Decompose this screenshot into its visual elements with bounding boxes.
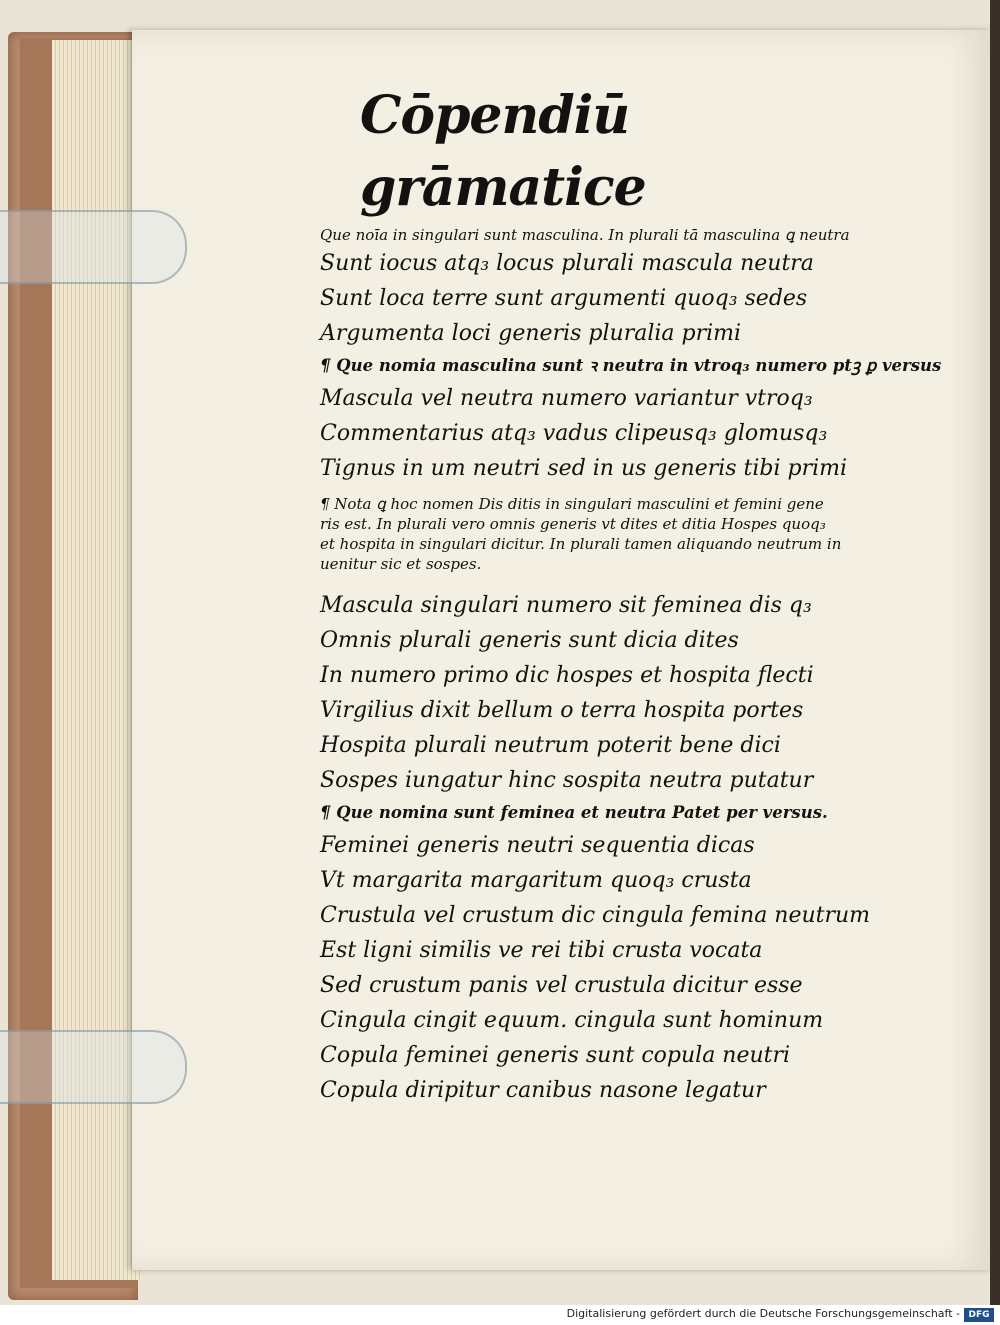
text-line: Mascula singulari numero sit feminea dis q₃ xyxy=(320,593,812,618)
note-line: et hospita in singulari dicitur. In plurali tamen aliquando neutrum in xyxy=(320,535,842,553)
footer xyxy=(0,1305,1000,1325)
dfg-logo: DFG xyxy=(964,1308,994,1322)
text-line: In numero primo dic hospes et hospita flecti xyxy=(320,663,814,688)
text-line: Que noīa in singulari sunt masculina. In plurali tā masculina ꝗ neutra xyxy=(320,226,850,244)
text-line: Crustula vel crustum dic cingula femina neutrum xyxy=(320,903,871,928)
section-heading: ¶ Que nomia masculina sunt ꝛ neutra in vtroq₃ numero ptꝫ ꝑ versus xyxy=(320,356,942,375)
note-line: ris est. In plurali vero omnis generis vt dites et ditia Hospes quoq₃ xyxy=(320,515,826,533)
text-line: Hospita plurali neutrum poterit bene dici xyxy=(320,733,781,758)
page-title: Cōpendiū grāmatice xyxy=(360,85,646,218)
text-line: Sed crustum panis vel crustula dicitur esse xyxy=(320,973,803,998)
text-line: Sunt loca terre sunt argumenti quoq₃ sedes xyxy=(320,286,808,311)
text-line: Vt margarita margaritum quoq₃ crusta xyxy=(320,868,752,893)
text-line: Tignus in um neutri sed in us generis tibi primi xyxy=(320,456,848,481)
text-line: Commentarius atq₃ vadus clipeusq₃ glomusq₃ xyxy=(320,421,828,446)
text-line: Sunt iocus atq₃ locus plurali mascula neutra xyxy=(320,251,814,276)
page-text xyxy=(320,80,942,1108)
text-line: Sospes iungatur hinc sospita neutra putatur xyxy=(320,768,814,793)
page-clip xyxy=(0,1030,187,1104)
note-line: ¶ Nota ꝗ hoc nomen Dis ditis in singulari masculini et femini gene xyxy=(320,495,824,513)
text-line: Copula diripitur canibus nasone legatur xyxy=(320,1078,766,1103)
text-line: Cingula cingit equum. cingula sunt hominum xyxy=(320,1008,824,1033)
text-line: Virgilius dixit bellum o terra hospita portes xyxy=(320,698,804,723)
page-clip xyxy=(0,210,187,284)
note-line: uenitur sic et sospes. xyxy=(320,555,482,573)
text-line: Feminei generis neutri sequentia dicas xyxy=(320,833,755,858)
footer-credit: Digitalisierung gefördert durch die Deutsche Forschungsgemeinschaft - xyxy=(566,1307,960,1320)
text-line: Mascula vel neutra numero variantur vtroq₃ xyxy=(320,386,813,411)
text-line: Omnis plurali generis sunt dicia dites xyxy=(320,628,739,653)
section-heading: ¶ Que nomina sunt feminea et neutra Patet per versus. xyxy=(320,803,828,822)
text-line: Argumenta loci generis pluralia primi xyxy=(320,321,742,346)
text-line: Est ligni similis ve rei tibi crusta vocata xyxy=(320,938,763,963)
text-line: Copula feminei generis sunt copula neutri xyxy=(320,1043,791,1068)
scan-border xyxy=(990,0,1000,1305)
note-block xyxy=(320,494,920,574)
